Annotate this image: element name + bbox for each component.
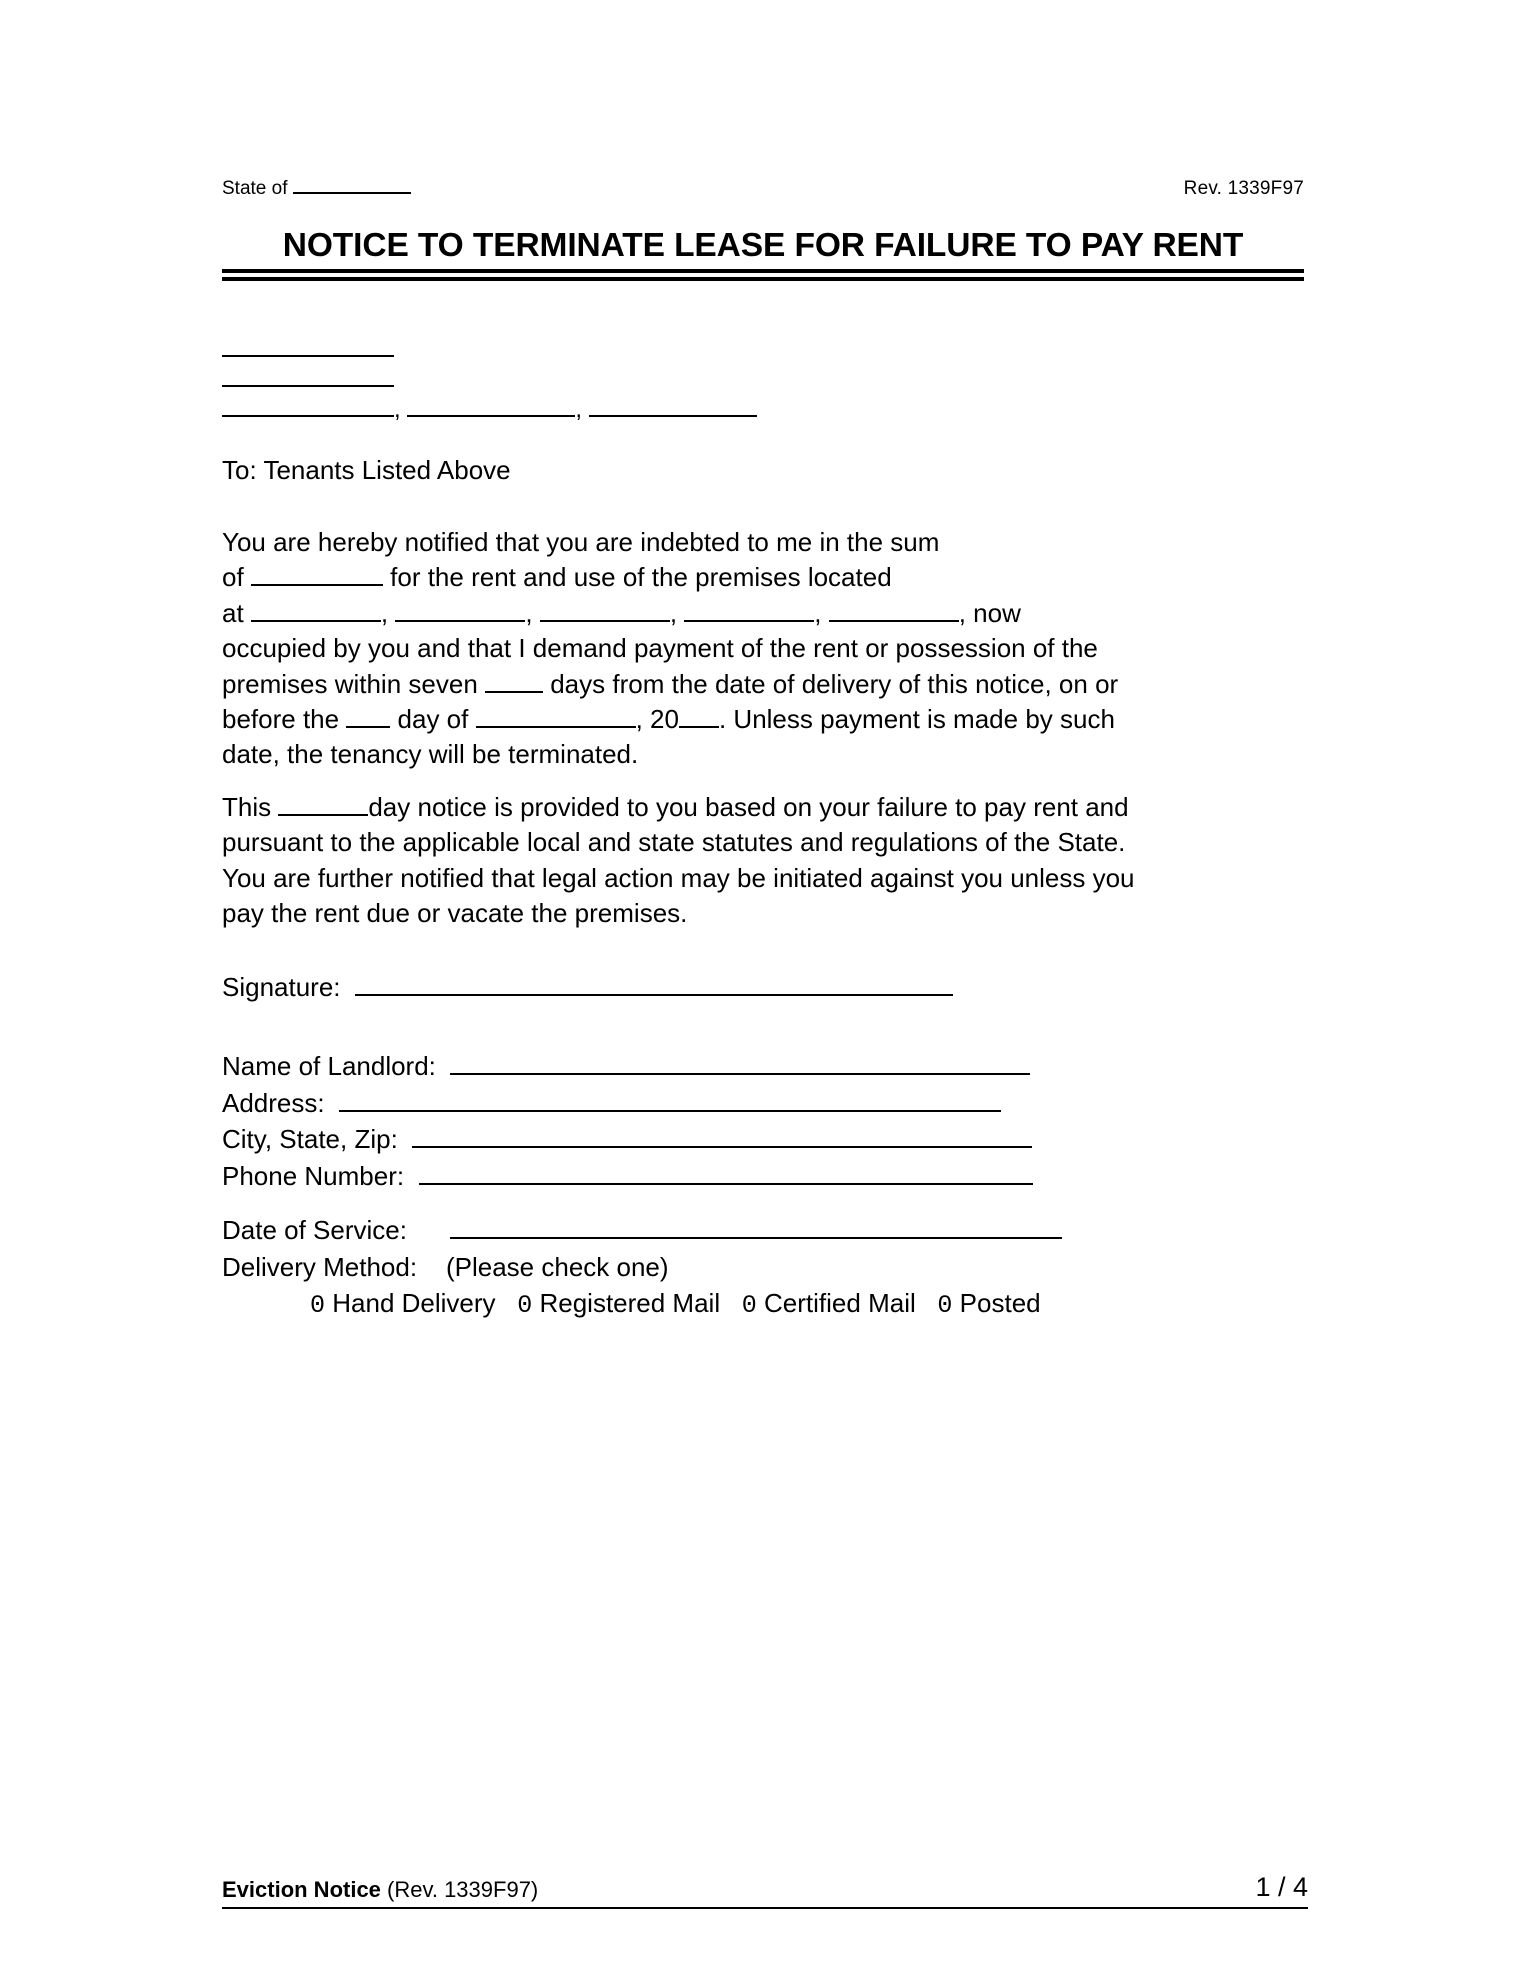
option-posted[interactable]: Posted <box>959 1288 1041 1318</box>
option-spacer-3 <box>757 1288 764 1318</box>
recipient-line-1 <box>222 335 1304 365</box>
field-name-of-landlord <box>222 1048 1312 1085</box>
state-of-label: State of <box>222 178 293 199</box>
p1-sep-3: , <box>669 597 685 628</box>
signature-label: Signature: <box>222 972 355 1002</box>
year-blank[interactable] <box>679 726 719 728</box>
recipient-blank-state[interactable] <box>407 415 575 417</box>
date-of-service-blank[interactable] <box>450 1237 1062 1239</box>
option-spacer-4 <box>952 1288 959 1318</box>
page-footer <box>222 1872 1308 1909</box>
recipient-sep-2: , <box>575 396 589 423</box>
landlord-fields <box>222 1048 1312 1194</box>
premises-blank-1[interactable] <box>251 620 381 622</box>
field-city-state-zip <box>222 1121 1312 1158</box>
delivery-method-label: Delivery Method: <box>222 1251 446 1282</box>
recipient-line-3 <box>222 395 1304 425</box>
date-of-service-label: Date of Service: <box>222 1215 451 1245</box>
p1-line3-suffix: , now <box>958 597 1021 628</box>
field-phone-number <box>222 1158 1312 1195</box>
paragraph-indebtedness <box>222 525 1312 773</box>
recipient-line-2 <box>222 365 1304 395</box>
field-address <box>222 1085 1312 1122</box>
state-blank-line[interactable] <box>293 192 411 194</box>
delivery-options-row <box>222 1285 1312 1322</box>
recipient-blank-city[interactable] <box>222 415 394 417</box>
recipient-blank-zip[interactable] <box>589 415 757 417</box>
footer-doc-name: Eviction Notice <box>222 1877 381 1902</box>
premises-blank-4[interactable] <box>684 620 814 622</box>
p1-line-1: You are hereby notified that you are indebted to me in the sum <box>222 527 940 557</box>
delivery-method-hint: (Please check one) <box>445 1251 669 1282</box>
p1-line-4: occupied by you and that I demand payment of the rent or possession of the <box>222 633 1098 664</box>
field-label: Name of Landlord: <box>222 1051 451 1081</box>
checkbox-icon[interactable]: 0 <box>310 1291 326 1320</box>
p1-sep-2: , <box>525 597 540 628</box>
signature-row <box>222 972 953 1003</box>
p1-line6-c: , 20 <box>635 703 679 734</box>
page-title: NOTICE TO TERMINATE LEASE FOR FAILURE TO PAY RENT <box>282 227 1244 264</box>
field-label: City, State, Zip: <box>222 1124 413 1154</box>
field-label: Address: <box>222 1087 340 1118</box>
day-blank[interactable] <box>346 726 390 728</box>
notice-days-blank[interactable] <box>278 814 368 816</box>
seven-days-blank[interactable] <box>485 691 543 693</box>
option-gap-1 <box>496 1288 518 1318</box>
title-double-rule <box>222 269 1304 281</box>
service-block <box>222 1212 1312 1322</box>
p1-line6-a: before the <box>222 703 347 734</box>
p2-line-4: pay the rent due or vacate the premises. <box>222 898 688 929</box>
p1-line6-d: . Unless payment is made by such <box>718 703 1115 734</box>
option-registered-mail[interactable]: Registered Mail <box>539 1288 721 1318</box>
title-block <box>222 226 1304 281</box>
footer-doc-revision: (Rev. 1339F97) <box>380 1877 539 1902</box>
p1-line5-suffix: days from the date of delivery of this notice, on or <box>543 668 1119 699</box>
landlord-phone-blank[interactable] <box>419 1183 1033 1185</box>
p1-line2-suffix: for the rent and use of the premises located <box>382 562 892 593</box>
page-indicator: 1 / 4 <box>1255 1872 1308 1902</box>
p2-line-2: pursuant to the applicable local and state statutes and regulations of the State. <box>222 827 1126 858</box>
option-certified-mail[interactable]: Certified Mail <box>764 1288 916 1318</box>
p1-line6-b: day of <box>390 703 476 734</box>
option-gap-2 <box>720 1288 742 1318</box>
document-sheet <box>222 0 1304 1980</box>
checkbox-icon[interactable]: 0 <box>517 1291 533 1320</box>
date-of-service-row <box>222 1212 1312 1249</box>
state-of-field <box>222 178 411 200</box>
sum-owed-blank[interactable] <box>251 584 383 586</box>
revision-label: Rev. 1339F97 <box>1183 178 1304 199</box>
p1-line2-prefix: of <box>222 562 251 593</box>
option-gap-3 <box>916 1288 938 1318</box>
premises-blank-3[interactable] <box>540 620 670 622</box>
to-line: To: Tenants Listed Above <box>222 455 511 485</box>
p2-line-3: You are further notified that legal action may be initiated against you unless you <box>222 862 1135 893</box>
p1-sep-4: , <box>814 597 829 628</box>
p1-line5-prefix: premises within seven <box>222 668 485 699</box>
premises-blank-5[interactable] <box>829 620 959 622</box>
p1-line-7: date, the tenancy will be terminated. <box>222 739 639 770</box>
checkbox-icon[interactable]: 0 <box>741 1291 757 1320</box>
recipient-sep-1: , <box>394 396 408 423</box>
p1-line-5 <box>222 667 1312 702</box>
landlord-address-blank[interactable] <box>339 1110 1001 1112</box>
p1-line3-prefix: at <box>222 597 251 628</box>
p1-sep-1: , <box>380 597 396 628</box>
checkbox-icon[interactable]: 0 <box>937 1291 953 1320</box>
p2-line1-suffix: day notice is provided to you based on your failure to pay rent and <box>368 792 1129 822</box>
option-hand-delivery[interactable]: Hand Delivery <box>332 1288 496 1318</box>
paragraph-notice-basis <box>222 790 1312 932</box>
p1-line-6 <box>222 702 1312 737</box>
recipient-blank-1[interactable] <box>222 355 394 357</box>
recipient-address-block <box>222 335 1304 425</box>
recipient-blank-2[interactable] <box>222 385 394 387</box>
landlord-csz-blank[interactable] <box>412 1146 1032 1148</box>
field-label: Phone Number: <box>222 1160 419 1191</box>
landlord-name-blank[interactable] <box>450 1073 1030 1075</box>
month-blank[interactable] <box>476 726 636 728</box>
p2-line1-prefix: This <box>222 792 279 822</box>
footer-document-label <box>222 1877 538 1903</box>
p1-line-3 <box>222 596 1312 631</box>
signature-blank[interactable] <box>355 994 953 996</box>
p2-line-1 <box>222 790 1312 825</box>
document-header <box>222 178 1304 200</box>
delivery-method-row <box>222 1249 1312 1286</box>
p1-line-2 <box>222 560 1312 595</box>
premises-blank-2[interactable] <box>395 620 525 622</box>
